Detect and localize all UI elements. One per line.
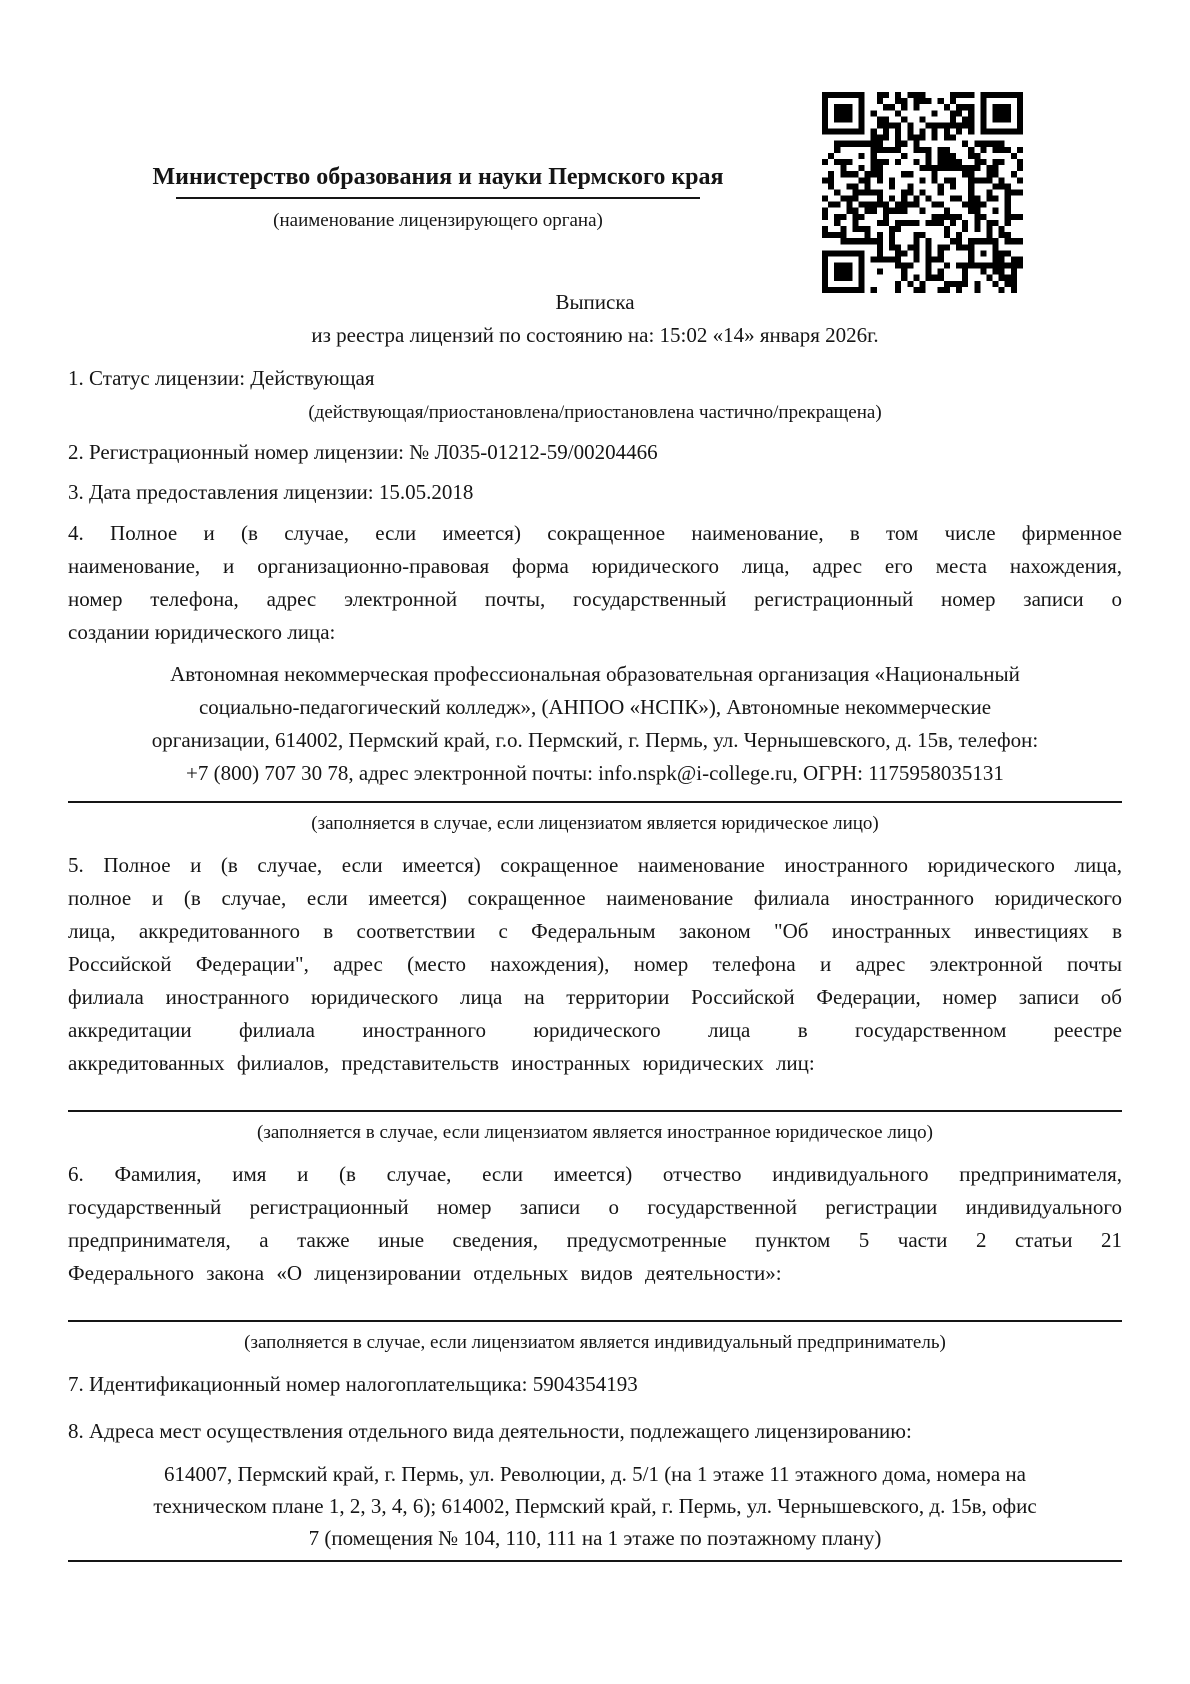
grant-date-line [68, 476, 1122, 509]
document-title: Выписка [555, 290, 635, 314]
legal-entity-caption: (заполняется в случае, если лицензиатом является юридическое лицо) [311, 813, 879, 834]
activity-addresses-heading: 8. Адреса мест осуществления отдельного вида деятельности, подлежащего лицензированию: [68, 1419, 912, 1443]
document-content [68, 0, 1122, 1562]
separator-line-entrepreneur [68, 1320, 1122, 1322]
licensing-authority-name: Министерство образования и науки Пермского края [152, 164, 724, 190]
authority-caption: (наименование лицензирующего органа) [273, 210, 603, 231]
document-subtitle: из реестра лицензий по состоянию на: 15:02 «14» января 2026г. [311, 323, 879, 347]
licensing-authority-block [88, 162, 788, 234]
license-status-label: 1. Статус лицензии: [68, 366, 246, 390]
legal-entity-paragraph: 4. Полное и (в случае, если имеется) сокращенное наименование, в том числе фирменное наименование, и организационно-правовая форма юридического лица, адрес его места нахождения, номер телефона, адрес электронной почты, государственный регистрационный номер записи о создании юридического лица: [68, 521, 1122, 644]
authority-underline [176, 197, 700, 199]
entrepreneur-paragraph: 6. Фамилия, имя и (в случае, если имеется) отчество индивидуального предпринимателя, государственный регистрационный номер записи о государственной регистрации индивидуального предпринимателя, а также иные сведения, предусмотренные пунктом 5 части 2 статьи 21 Федерального закона «О лицензировании отдельных видов деятельности»: [68, 1162, 1122, 1285]
registration-number-line [68, 436, 1122, 469]
registration-number-value: № Л035-01212-59/00204466 [409, 440, 658, 464]
inn-label: 7. Идентификационный номер налогоплательщика: [68, 1372, 528, 1396]
legal-entity-details: Автономная некоммерческая профессиональная образовательная организация «Национальный социально-педагогический колледж», (АНПОО «НСПК»), Автономные некоммерческие организации, 614002, Пермский край, г.о. Пермский, г. Пермь, ул. Чернышевского, д. 15в, телефон: +7 (800) 707 30 78, адрес электронной почты: info.nspk@i-college.ru, ОГРН: 1175958035131 [151, 662, 1039, 785]
grant-date-label: 3. Дата предоставления лицензии: [68, 480, 374, 504]
license-status-caption: (действующая/приостановлена/приостановлена частично/прекращена) [308, 402, 882, 423]
foreign-entity-caption: (заполняется в случае, если лицензиатом является иностранное юридическое лицо) [257, 1122, 933, 1143]
separator-line-addresses [68, 1560, 1122, 1562]
license-status-line [68, 362, 1122, 395]
separator-line-legal-entity [68, 801, 1122, 803]
inn-value: 5904354193 [532, 1372, 638, 1396]
registration-number-label: 2. Регистрационный номер лицензии: [68, 440, 405, 464]
foreign-entity-paragraph: 5. Полное и (в случае, если имеется) сокращенное наименование иностранного юридического лица, полное и (в случае, если имеется) сокращенное наименование филиала иностранного юридического лица, аккредитованного в соответствии с Федеральным законом "Об иностранных инвестициях в Российской Федерации", адрес (место нахождения), номер телефона и адрес электронной почты филиала иностранного юридического лица на территории Российской Федерации, номер записи об аккредитации филиала иностранного юридического лица в государственном реестре аккредитованных филиалов, представительств иностранных юридических лиц: [68, 853, 1122, 1075]
separator-line-foreign-entity [68, 1110, 1122, 1112]
entrepreneur-caption: (заполняется в случае, если лицензиатом является индивидуальный предприниматель) [244, 1332, 946, 1353]
activity-addresses-value: 614007, Пермский край, г. Пермь, ул. Революции, д. 5/1 (на 1 этаже 11 этажного дома, номера на техническом плане 1, 2, 3, 4, 6); 614002, Пермский край, г. Пермь, ул. Чернышевского, д. 15в, офис 7 (помещения № 104, 110, 111 на 1 этаже по поэтажному плану) [153, 1462, 1037, 1550]
grant-date-value: 15.05.2018 [378, 480, 474, 504]
inn-line [68, 1368, 1122, 1401]
license-status-value: Действующая [250, 366, 375, 390]
